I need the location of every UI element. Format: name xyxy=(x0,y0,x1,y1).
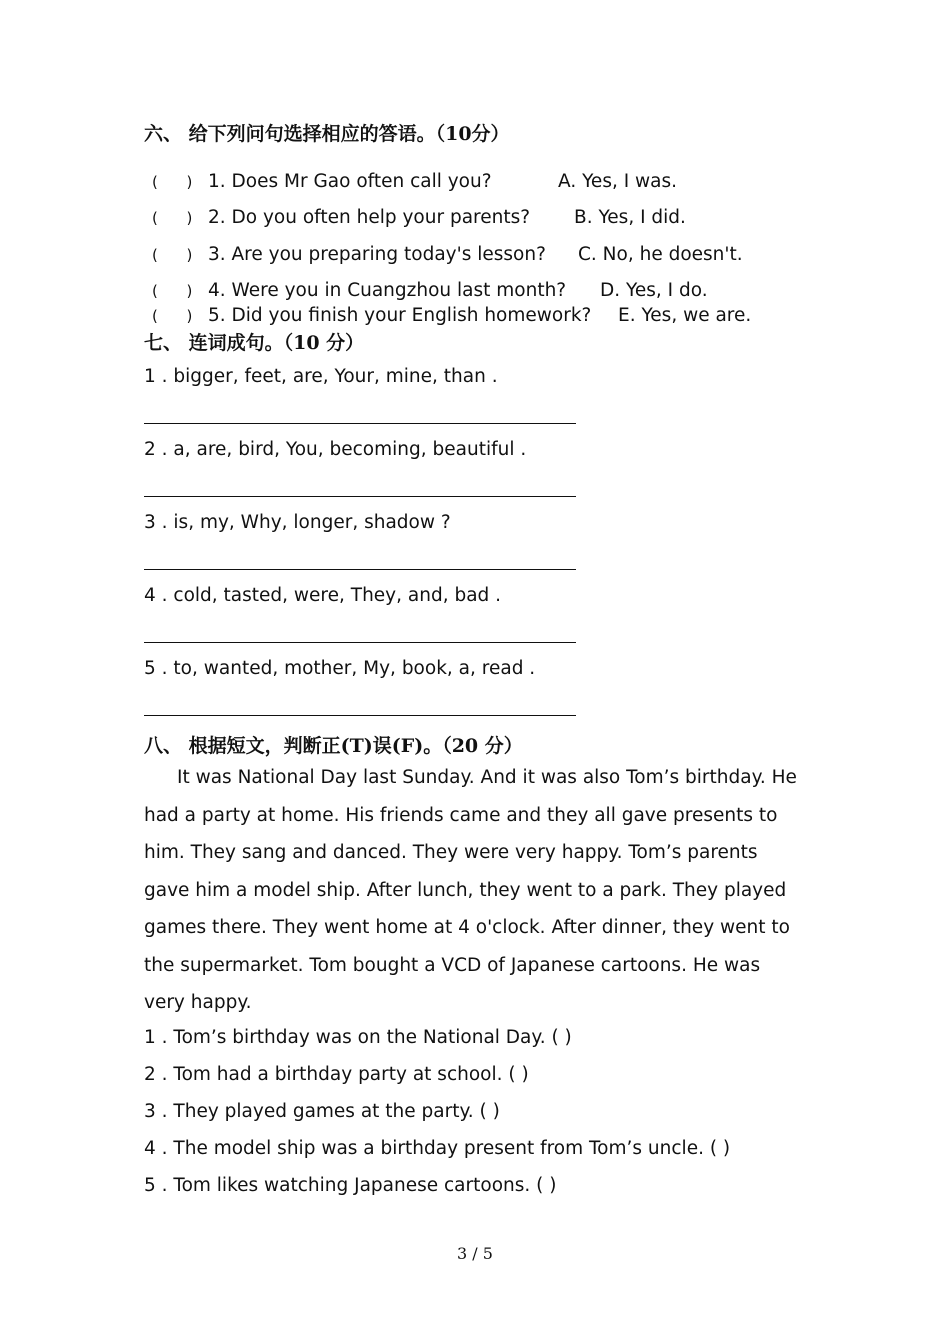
match-answer-c: C. No, he doesn't. xyxy=(578,244,743,265)
answer-blank[interactable]: ( ) xyxy=(152,173,193,191)
answer-line-4[interactable] xyxy=(144,642,576,643)
tf-item-4: 4 . The model ship was a birthday present from Tom’s uncle. ( ) xyxy=(144,1138,731,1159)
answer-line-3[interactable] xyxy=(144,569,576,570)
match-answer-b: B. Yes, I did. xyxy=(574,207,686,228)
reorder-item-4: 4 . cold, tasted, were, They, and, bad . xyxy=(144,585,502,606)
tf-item-5: 5 . Tom likes watching Japanese cartoons. ( ) xyxy=(144,1175,557,1196)
match-item-2 xyxy=(152,207,530,228)
section-7-title: 七、 连词成句。（10 分） xyxy=(144,332,365,354)
reorder-item-3: 3 . is, my, Why, longer, shadow ? xyxy=(144,512,451,533)
section-8-title: 八、 根据短文，判断正(T)误(F)。（20 分） xyxy=(144,735,523,757)
match-item-1 xyxy=(152,171,492,192)
tf-item-2: 2 . Tom had a birthday party at school. ( ) xyxy=(144,1064,529,1085)
answer-blank[interactable]: ( ) xyxy=(152,307,193,325)
reorder-item-5: 5 . to, wanted, mother, My, book, a, read . xyxy=(144,658,536,679)
match-answer-e: E. Yes, we are. xyxy=(618,305,752,326)
match-question: 2. Do you often help your parents? xyxy=(208,207,531,228)
answer-blank[interactable]: ( ) xyxy=(152,209,193,227)
passage-text: It was National Day last Sunday. And it was also Tom’s birthday. He had a party at home. His friends came and they all gave presents to him. They sang and danced. They were very happy. Tom’s parents gave him a model ship. After lunch, they went to a park. They played games there. They went home at 4 o'clock. After dinner, they went to the supermarket. Tom bought a VCD of Japanese cartoons. He was very happy. xyxy=(144,767,797,1013)
answer-blank[interactable]: ( ) xyxy=(152,282,193,300)
reading-passage xyxy=(144,759,804,1022)
page-number: 3 / 5 xyxy=(457,1244,493,1263)
match-answer-d: D. Yes, I do. xyxy=(600,280,708,301)
tf-item-1: 1 . Tom’s birthday was on the National Day. ( ) xyxy=(144,1027,572,1048)
match-question: 5. Did you finish your English homework? xyxy=(208,305,592,326)
answer-line-5[interactable] xyxy=(144,715,576,716)
match-answer-a: A. Yes, I was. xyxy=(558,171,678,192)
section-6-title: 六、 给下列问句选择相应的答语。（10分） xyxy=(144,123,510,145)
match-item-4 xyxy=(152,280,566,301)
match-question: 4. Were you in Cuangzhou last month? xyxy=(208,280,567,301)
match-item-5 xyxy=(152,305,591,326)
reorder-item-1: 1 . bigger, feet, are, Your, mine, than . xyxy=(144,366,498,387)
match-item-3 xyxy=(152,244,546,265)
tf-item-3: 3 . They played games at the party. ( ) xyxy=(144,1101,500,1122)
match-question: 1. Does Mr Gao often call you? xyxy=(208,171,492,192)
answer-line-2[interactable] xyxy=(144,496,576,497)
answer-line-1[interactable] xyxy=(144,423,576,424)
reorder-item-2: 2 . a, are, bird, You, becoming, beautiful . xyxy=(144,439,527,460)
match-question: 3. Are you preparing today's lesson? xyxy=(208,244,546,265)
answer-blank[interactable]: ( ) xyxy=(152,246,193,264)
